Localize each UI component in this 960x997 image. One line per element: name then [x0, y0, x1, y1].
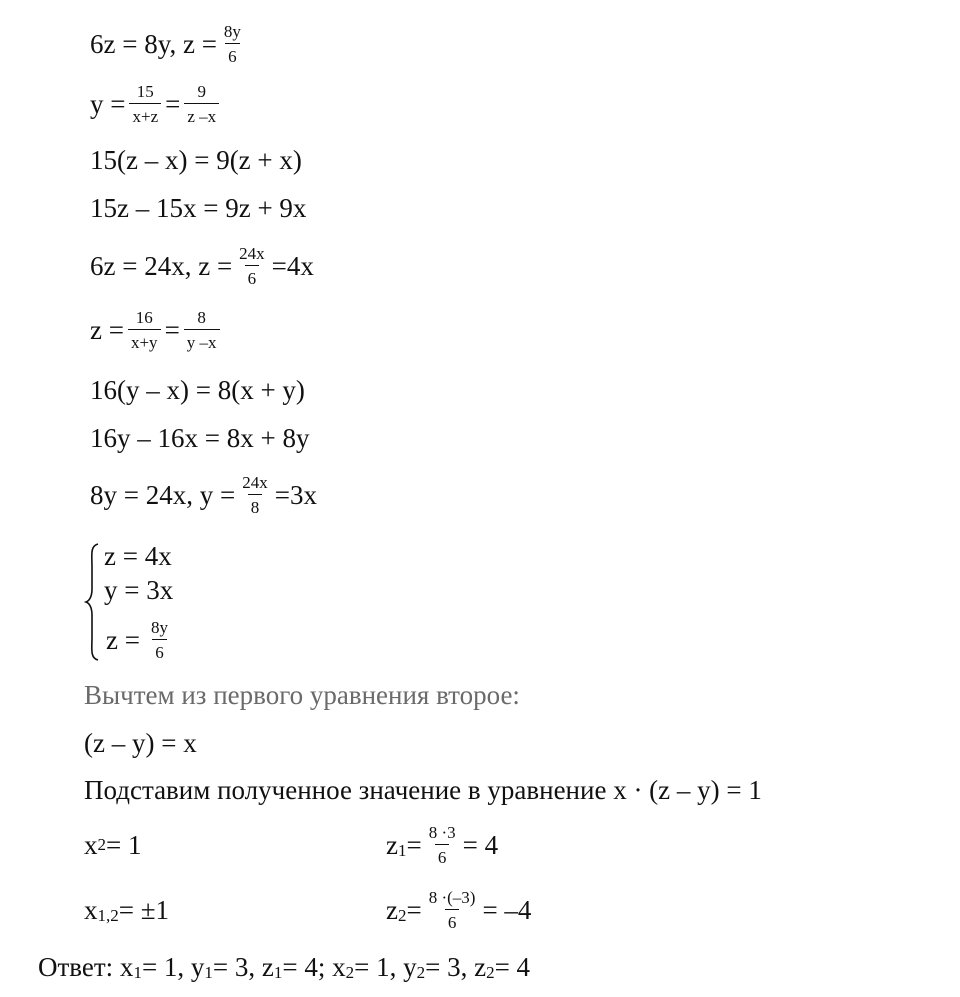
- equation-line-4: [90, 178, 306, 238]
- equation-line-8: [90, 408, 309, 468]
- equation-text: y = 3x: [104, 574, 174, 605]
- equation-text: =: [406, 894, 422, 925]
- subscript: 1: [273, 963, 283, 982]
- fraction: [239, 474, 271, 516]
- fraction: [148, 619, 171, 661]
- var: x: [84, 829, 98, 860]
- denominator: 6: [445, 909, 460, 931]
- equation-text: = –4: [482, 894, 532, 925]
- answer-text: = 4: [494, 951, 531, 982]
- equation-text: y =: [90, 88, 126, 119]
- numerator: 24x: [239, 244, 265, 263]
- denominator: y –x: [184, 329, 220, 351]
- system-row-3: [106, 620, 175, 660]
- numerator: 8 ·3: [428, 823, 456, 842]
- equation-text: (z – y) = x: [84, 727, 197, 758]
- fraction: [128, 309, 161, 351]
- instruction-label: Вычтем из первого уравнения второе:: [84, 679, 520, 710]
- denominator: x+z: [129, 103, 161, 125]
- equation-line-5: [90, 236, 314, 296]
- equation-text: z = 4x: [104, 540, 172, 571]
- fraction: [236, 245, 268, 287]
- equation-text: = 4: [462, 829, 499, 860]
- fraction: [184, 309, 220, 351]
- denominator: 6: [435, 844, 450, 866]
- equation-text: 15(z – x) = 9(z + x): [90, 144, 302, 175]
- fraction: [184, 83, 219, 125]
- subscript: 1,2: [97, 906, 119, 925]
- subscript: 2: [345, 963, 355, 982]
- subscript: 1: [133, 963, 142, 982]
- equation-text: = 1: [106, 829, 142, 860]
- equation-text: 6z = 8y, z =: [90, 28, 217, 59]
- denominator: x+y: [128, 329, 161, 351]
- fraction: [129, 83, 161, 125]
- answer-text: = 1, y: [354, 951, 417, 982]
- equation-text: 6z = 24x, z =: [90, 250, 233, 281]
- numerator: 24x: [242, 473, 268, 492]
- equation-line-1: [90, 14, 248, 74]
- result-left-2: [84, 880, 169, 940]
- subscript: 2: [416, 963, 426, 982]
- equation-text: z =: [90, 314, 124, 345]
- numerator: 8 ·(–3): [428, 888, 476, 907]
- numerator: 15: [136, 82, 154, 101]
- numerator: 8y: [150, 618, 168, 637]
- denominator: 6: [245, 265, 260, 287]
- equation-text: =: [406, 829, 422, 860]
- denominator: 6: [152, 639, 167, 661]
- subscript: 1: [397, 841, 407, 860]
- subscript: 2: [486, 963, 495, 982]
- equation-text: 16(y – x) = 8(x + y): [90, 374, 305, 405]
- answer-text: = 3, z: [425, 951, 487, 982]
- numerator: 16: [135, 308, 153, 327]
- fraction: [221, 23, 244, 65]
- result-right-2: [386, 880, 531, 940]
- answer-text: = 1, y: [141, 951, 205, 982]
- equation-text: 16y – 16x = 8x + 8y: [90, 422, 310, 453]
- result-left-1: x 2 = 1: [84, 829, 142, 860]
- answer-line: [38, 937, 530, 997]
- answer-text: = 3, z: [212, 951, 274, 982]
- equation-text: = ±1: [118, 894, 170, 925]
- var: x: [84, 894, 98, 925]
- equation-text: =3x: [274, 479, 317, 510]
- fraction: [426, 824, 459, 866]
- equation-text: 15z – 15x = 9z + 9x: [90, 192, 307, 223]
- equation-text: 8y = 24x, y =: [90, 479, 236, 510]
- denominator: z –x: [184, 103, 219, 125]
- answer-text: = 4; x: [282, 951, 346, 982]
- subscript: 2: [397, 906, 407, 925]
- equation-line-2: [90, 74, 223, 134]
- var: z: [386, 894, 398, 925]
- equals-sign: =: [165, 88, 181, 119]
- fraction: [426, 889, 479, 931]
- substitution-text: [84, 760, 762, 820]
- result-right-1: [386, 815, 498, 875]
- answer-text: Ответ: x: [38, 951, 134, 982]
- equation-text: z =: [106, 624, 140, 655]
- numerator: 8: [197, 308, 206, 327]
- equation-line-9: [90, 465, 317, 525]
- denominator: 8: [248, 494, 263, 516]
- numerator: 9: [197, 82, 206, 101]
- denominator: 6: [225, 43, 240, 65]
- equation-text: =4x: [271, 250, 314, 281]
- system-row-2: [104, 570, 173, 610]
- system-brace-icon: [84, 543, 100, 661]
- equation-line-6: [90, 300, 224, 360]
- numerator: 8y: [223, 22, 241, 41]
- var: z: [386, 829, 398, 860]
- subscript: 1: [204, 963, 213, 982]
- equals-sign: =: [164, 314, 180, 345]
- substitution-label: Подставим полученное значение в уравнение x · (z – y) = 1: [84, 774, 762, 805]
